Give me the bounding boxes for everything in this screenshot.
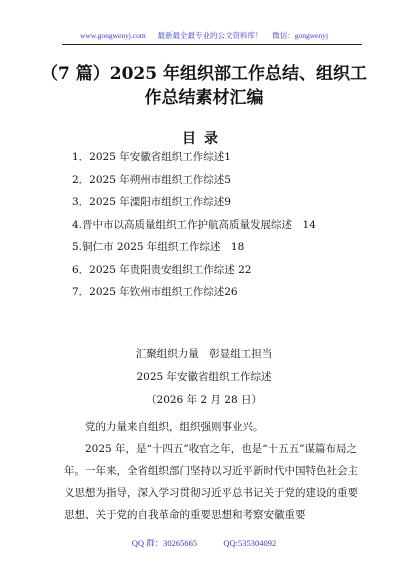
toc-item[interactable]: 5.铜仁市 2025 年组织工作综述 18 [72, 241, 245, 253]
article-date: （2026 年 2 月 28 日） [146, 394, 262, 406]
toc-item[interactable]: 6．2025 年贵阳贵安组织工作综述 22 [72, 263, 252, 276]
table-of-contents [72, 146, 316, 304]
header-website-link[interactable]: www.gongwenyj.com [79, 31, 146, 40]
toc-item[interactable]: 1．2025 年安徽省组织工作综述1 [72, 151, 231, 163]
toc-item[interactable]: 7．2025 年钦州市组织工作综述26 [72, 286, 238, 298]
toc-item[interactable]: 4.晋中市以高质量组织工作护航高质量发展综述 14 [72, 218, 316, 231]
page-header [0, 30, 408, 41]
header-wechat: 微信：gongwenyj [272, 31, 329, 40]
header-divider [62, 44, 362, 45]
title-line-1: （7 篇）2025 年组织部工作总结、组织工 [41, 64, 367, 84]
article-headline: 汇聚组织力量 彰显组工担当 [135, 348, 273, 360]
article-paragraph: 2025 年，是“十四五”收官之年，也是“十五五”谋篇布局之年。一年来，全省组织部门坚持以习近平新时代中国特色社会主义思想为指导，深入学习贯彻习近平总书记关于党的建设的重要思想、关于党的自我革命的重要思想和考察安徽重要 [64, 443, 358, 521]
article-subheadline: 2025 年安徽省组织工作综述 [136, 371, 272, 383]
footer-qq-group: QQ 群：30265665 [131, 538, 198, 548]
toc-item[interactable]: 2．2025 年朔州市组织工作综述5 [72, 173, 231, 186]
article-body [64, 416, 364, 526]
toc-item[interactable]: 3．2025 年溧阳市组织工作综述9 [72, 196, 231, 208]
page-footer [0, 537, 408, 549]
header-slogan: 最新最全最专业的公文资料库！ [157, 31, 263, 40]
article-paragraph: 党的力量来自组织，组织强则事业兴。 [85, 421, 264, 433]
footer-qq-number: QQ:535304092 [223, 538, 277, 548]
toc-heading: 目录 [182, 131, 226, 147]
document-title [30, 62, 378, 110]
title-line-2: 作总结素材汇编 [144, 88, 264, 108]
